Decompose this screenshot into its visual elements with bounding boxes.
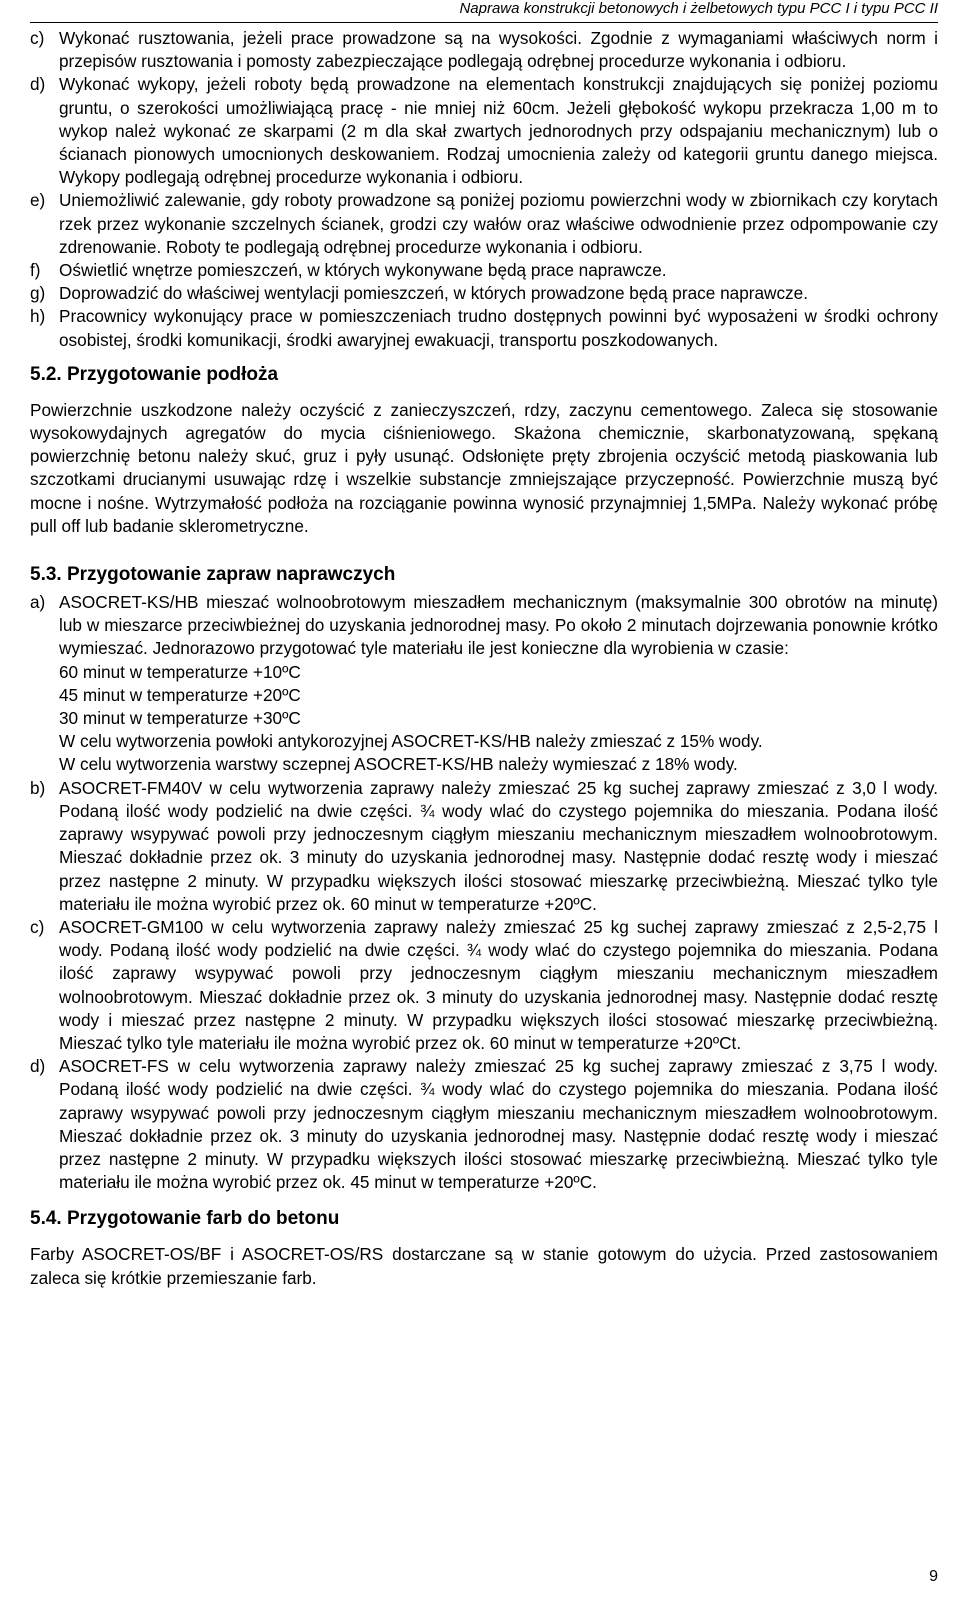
list-items-top [30, 27, 938, 352]
list-marker: f) [30, 260, 41, 281]
list-marker: h) [30, 306, 46, 327]
list-item-b [30, 777, 938, 916]
list-marker: g) [30, 283, 46, 304]
list-item-body [59, 591, 938, 777]
list-item-d [30, 73, 938, 189]
mixing-note-line: W celu wytworzenia powłoki antykorozyjnej ASOCRET-KS/HB należy zmieszać z 15% wody. [59, 731, 763, 752]
list-item-text: ASOCRET-FS w celu wytworzenia zaprawy należy zmieszać 25 kg suchej zaprawy zmieszać z 3,75 l wody. Podaną ilość wody podzielić na dwie części. ¾ wody wlać do czystego pojemnika do mieszania. Podana ilość zaprawy wsypywać powoli przy jednoczesnym ciągłym mieszaniu mechanicznym mieszadłem wolnoobrotowym. Mieszać dokładnie przez ok. 3 minuty do uzyskania jednorodnej masy. Następnie dodać resztę wody i mieszać przez następne 2 minuty. W przypadku większych ilości stosować mieszarkę przeciwbieżną. Mieszać tylko tyle materiału ile można wyrobić przez ok. 45 minut w temperaturze +20ºC. [59, 1056, 938, 1193]
list-marker: c) [30, 916, 45, 937]
list-marker: a) [30, 592, 46, 613]
list-item-text: Wykonać wykopy, jeżeli roboty będą prowadzone na elementach konstrukcji znajdujących się poniżej poziomu gruntu, o szerokości umożliwiającą pracę - nie mniej niż 60cm. Jeżeli głębokość wykopu przekracza 1,00 m to wykop należ wykonać ze skarpami (2 m dla skał zwartych jednorodnych przy odspajaniu mechanicznym) lub o ścianach pionowych umocnionych deskowaniem. Rodzaj umocnienia zależy od kategorii gruntu danego miejsca. Wykopy podlegają odrębnej procedurze wykonania i odbioru. [59, 74, 938, 188]
list-item-text: Doprowadzić do właściwej wentylacji pomieszczeń, w których prowadzone będą prace naprawcze. [59, 283, 808, 304]
section-5-2-paragraph: Powierzchnie uszkodzone należy oczyścić z zanieczyszczeń, rdzy, zaczynu cementowego. Zaleca się stosowanie wysokowydajnych agregatów do mycia ciśnieniowego. Skażona chemicznie, skarbonatyzowaną, spękaną powierzchnię betonu należy skuć, gruz i pyły usunąć. Odsłonięte pręty zbrojenia oczyścić metodą piaskowania lub szczotkami drucianymi usuwając rdzę i wszelkie substancje zmniejszające przyczepność. Powierzchnie muszą być mocne i nośne. Wytrzymałość podłoża na rozciąganie powinna wynosić przynajmniej 1,5MPa. Należy wykonać próbę pull off lub badanie sklerometryczne. [30, 399, 938, 536]
list-item-c2 [30, 916, 938, 1055]
document-body [30, 27, 938, 1290]
section-heading-5-2: 5.2. Przygotowanie podłoża [30, 363, 279, 385]
list-item-e [30, 189, 938, 259]
header-title: Naprawa konstrukcji betonowych i żelbetowych typu PCC I i typu PCC II [459, 0, 938, 17]
page-number: 9 [929, 1568, 938, 1585]
list-item-f [30, 259, 938, 282]
list-item-c [30, 27, 938, 73]
list-marker: d) [30, 1056, 46, 1077]
section-5-4-paragraph: Farby ASOCRET-OS/BF i ASOCRET-OS/RS dostarczane są w stanie gotowym do użycia. Przed zastosowaniem zaleca się krótkie przemieszanie farb. [30, 1244, 938, 1288]
list-marker: e) [30, 190, 46, 211]
list-item-h [30, 305, 938, 351]
list-item-text: Wykonać rusztowania, jeżeli prace prowadzone są na wysokości. Zgodnie z wymaganiami właściwych norm i przepisów rusztowania i pomosty zabezpieczające podlegają odrębnej procedurze wykonania i odbioru. [59, 28, 938, 72]
list-item-text: ASOCRET-FM40V w celu wytworzenia zaprawy należy zmieszać 25 kg suchej zaprawy zmieszać z 3,0 l wody. Podaną ilość wody podzielić na dwie części. ¾ wody wlać do czystego pojemnika do mieszania. Podana ilość zaprawy wsypywać powoli przy jednoczesnym ciągłym mieszaniu mechanicznym mieszadłem wolnoobrotowym. Mieszać dokładnie przez ok. 3 minuty do uzyskania jednorodnej masy. Następnie dodać resztę wody i mieszać przez następne 2 minuty. W przypadku większych ilości stosować mieszarkę przeciwbieżną. Mieszać tylko tyle materiału ile można wyrobić przez ok. 60 minut w temperaturze +20ºC. [59, 777, 938, 914]
list-marker: b) [30, 777, 46, 798]
section-heading-5-4: 5.4. Przygotowanie farb do betonu [30, 1208, 340, 1230]
list-item-text: Oświetlić wnętrze pomieszczeń, w których wykonywane będą prace naprawcze. [59, 260, 667, 281]
list-item-text: ASOCRET-KS/HB mieszać wolnoobrotowym mieszadłem mechanicznym (maksymalnie 300 obrotów na minutę) lub w mieszarce przeciwbieżnej do uzyskania jednorodnej masy. Po około 2 minutach dojrzewania ponownie krótko wymieszać. Jednorazowo przygotować tyle materiału ile jest konieczne dla wyrobienia w czasie: [59, 592, 938, 659]
list-item-d2 [30, 1055, 938, 1194]
time-temperature-line: 45 minut w temperaturze +20ºC [59, 684, 301, 705]
list-item-text: ASOCRET-GM100 w celu wytworzenia zaprawy należy zmieszać 25 kg suchej zaprawy zmieszać z 2,5-2,75 l wody. Podaną ilość wody podzielić na dwie części. ¾ wody wlać do czystego pojemnika do mieszania. Podana ilość zaprawy wsypywać powoli przy jednoczesnym ciągłym mieszaniu mechanicznym mieszadłem wolnoobrotowym. Mieszać dokładnie przez ok. 3 minuty do uzyskania jednorodnej masy. Następnie dodać resztę wody i mieszać przez następne 2 minuty. W przypadku większych ilości stosować mieszarkę przeciwbieżną. Mieszać tylko tyle materiału ile można wyrobić przez ok. 60 minut w temperaturze +20ºCt. [59, 916, 938, 1053]
mixing-note-line: W celu wytworzenia warstwy sczepnej ASOCRET-KS/HB należy wymieszać z 18% wody. [59, 754, 738, 775]
list-item-text: Uniemożliwić zalewanie, gdy roboty prowadzone są poniżej poziomu powierzchni wody w zbiornikach czy korytach rzek przez wykonanie szczelnych ścianek, grodzi czy wałów oraz właściwe odwodnienie przez odpompowanie czy zdrenowanie. Roboty te podlegają odrębnej procedurze wykonania i odbioru. [59, 190, 938, 257]
list-marker: c) [30, 28, 45, 48]
list-marker: d) [30, 74, 46, 95]
section-heading-5-3: 5.3. Przygotowanie zapraw naprawczych [30, 564, 396, 586]
list-item-a [30, 591, 938, 777]
list-item-g [30, 282, 938, 305]
time-temperature-line: 30 minut w temperaturze +30ºC [59, 708, 301, 729]
page-header [30, 0, 938, 23]
time-temperature-line: 60 minut w temperaturze +10ºC [59, 661, 301, 682]
list-item-text: Pracownicy wykonujący prace w pomieszczeniach trudno dostępnych powinni być wyposażeni w środki ochrony osobistej, środki komunikacji, środki awaryjnej ewakuacji, transportu poszkodowanych. [59, 306, 938, 350]
